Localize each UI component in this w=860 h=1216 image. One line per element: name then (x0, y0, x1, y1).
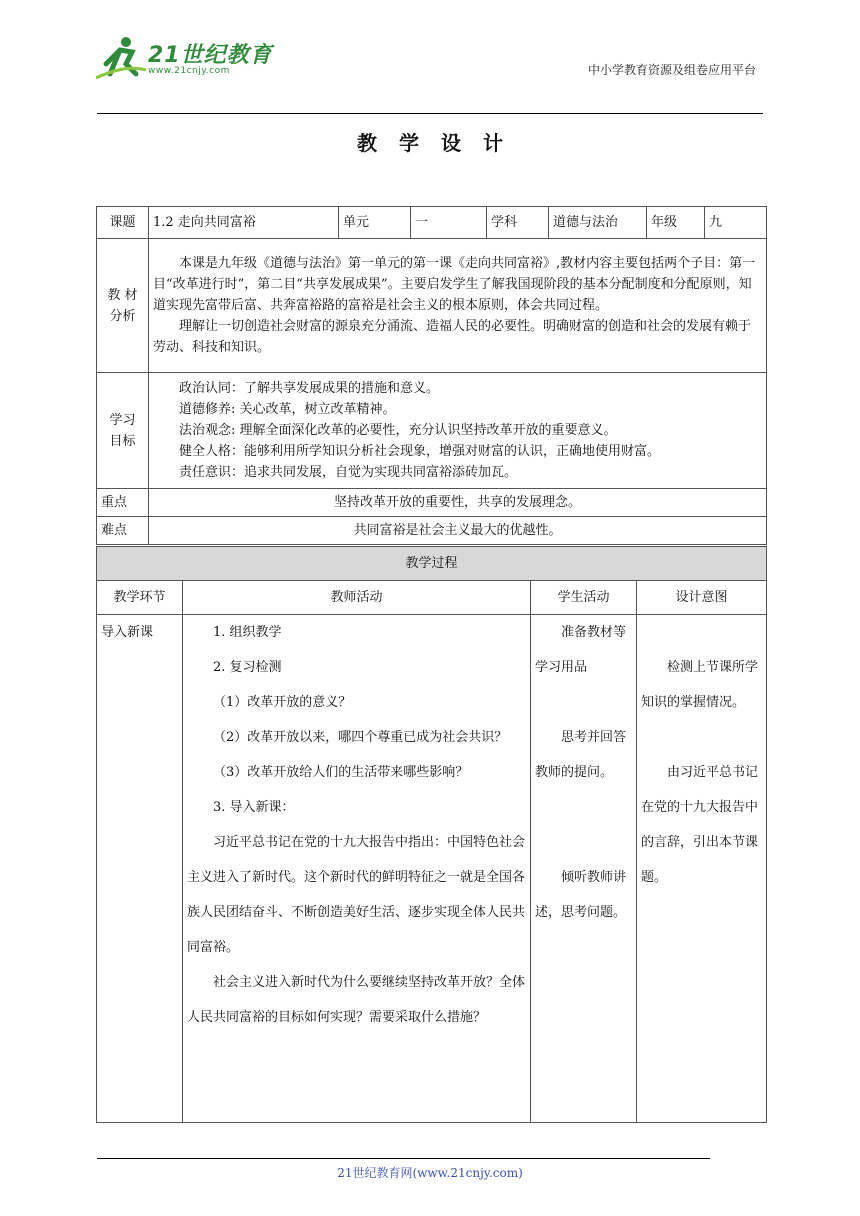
header-divider (97, 113, 763, 114)
header-stage: 教学环节 (97, 581, 183, 615)
footer-link[interactable]: 21世纪教育网(www.21cnjy.com) (337, 1166, 523, 1180)
teacher-step: 2. 复习检测 (213, 660, 282, 675)
platform-name: 中小学教育资源及组卷应用平台 (587, 63, 756, 77)
analysis-paragraph: 本课是九年级《道德与法治》第一单元的第一课《走向共同富裕》,教材内容主要包括两个子目：第一目“改革进行时”，第二目“共享发展成果”。主要启发学生了解我国现阶段的基本分配制度和分配原则，知道实现先富带后富、共奔富裕路的富裕是社会主义的根本原则，体会共同过程。 (153, 256, 756, 313)
objective-item: 责任意识：追求共同发展，自觉为实现共同富裕添砖加瓦。 (179, 465, 518, 480)
info-table (96, 206, 767, 545)
unit-value: 一 (411, 207, 487, 239)
analysis-label: 教 材 分析 (97, 239, 149, 373)
intent-cell (637, 615, 767, 1123)
subject-value: 道德与法治 (549, 207, 647, 239)
objective-item: 法治观念: 理解全面深化改革的必要性，充分认识坚持改革开放的重要意义。 (179, 423, 617, 438)
objective-item: 政治认同：了解共享发展成果的措施和意义。 (179, 381, 440, 396)
teacher-step: （3）改革开放给人们的生活带来哪些影响？ (213, 765, 469, 780)
footer-divider (97, 1158, 710, 1159)
teacher-step: （1）改革开放的意义？ (213, 695, 352, 710)
teacher-step: 习近平总书记在党的十九大报告中指出：中国特色社会主义进入了新时代。这个新时代的鲜明特征之一就是全国各族人民团结奋斗、不断创造美好生活、逐步实现全体人民共同富裕。 (187, 835, 526, 955)
header-student: 学生活动 (531, 581, 637, 615)
student-activity: 思考并回答教师的提问。 (535, 730, 627, 780)
header-intent: 设计意图 (637, 581, 767, 615)
header-teacher: 教师活动 (183, 581, 531, 615)
objective-item: 健全人格：能够利用所学知识分析社会现象，增强对财富的认识，正确地使用财富。 (179, 444, 661, 459)
teacher-step: 3. 导入新课： (213, 800, 295, 815)
intent-item: 由习近平总书记在党的十九大报告中的言辞，引出本节课题。 (641, 765, 759, 885)
logo-url: www.21cnjy.com (148, 66, 230, 76)
stage-cell: 导入新课 (97, 615, 183, 1123)
unit-label: 单元 (339, 207, 411, 239)
student-activity-cell (531, 615, 637, 1123)
objectives-label: 学习 目标 (97, 373, 149, 489)
grade-value: 九 (705, 207, 767, 239)
process-table (96, 546, 767, 1123)
subject-label: 学科 (487, 207, 549, 239)
analysis-paragraph: 理解让一切创造社会财富的源泉充分涌流、造福人民的必要性。明确财富的创造和社会的发展有赖于劳动、科技和知识。 (153, 319, 752, 355)
teacher-step: 社会主义进入新时代为什么要继续坚持改革开放？全体人民共同富裕的目标如何实现？需要采取什么措施？ (187, 975, 526, 1025)
logo-text: 21世纪教育 (148, 43, 273, 68)
topic-value: 1.2 走向共同富裕 (149, 207, 339, 239)
page-title: 教学设计 (357, 131, 525, 155)
difficulty-label: 难点 (97, 517, 149, 545)
teacher-step: （2）改革开放以来，哪四个尊重已成为社会共识？ (213, 730, 508, 745)
intent-item: 检测上节课所学知识的掌握情况。 (641, 660, 759, 710)
objective-item: 道德修养: 关心改革，树立改革精神。 (179, 402, 396, 417)
teacher-step: 1. 组织教学 (213, 625, 282, 640)
topic-label: 课题 (97, 207, 149, 239)
student-activity: 准备教材等学习用品 (535, 625, 627, 675)
process-title: 教学过程 (97, 547, 767, 581)
key-label: 重点 (97, 489, 149, 517)
key-text: 坚持改革开放的重要性，共享的发展理念。 (149, 489, 767, 517)
student-activity: 倾听教师讲述，思考问题。 (535, 870, 627, 920)
teacher-activity-cell (183, 615, 531, 1123)
difficulty-text: 共同富裕是社会主义最大的优越性。 (149, 517, 767, 545)
grade-label: 年级 (647, 207, 705, 239)
